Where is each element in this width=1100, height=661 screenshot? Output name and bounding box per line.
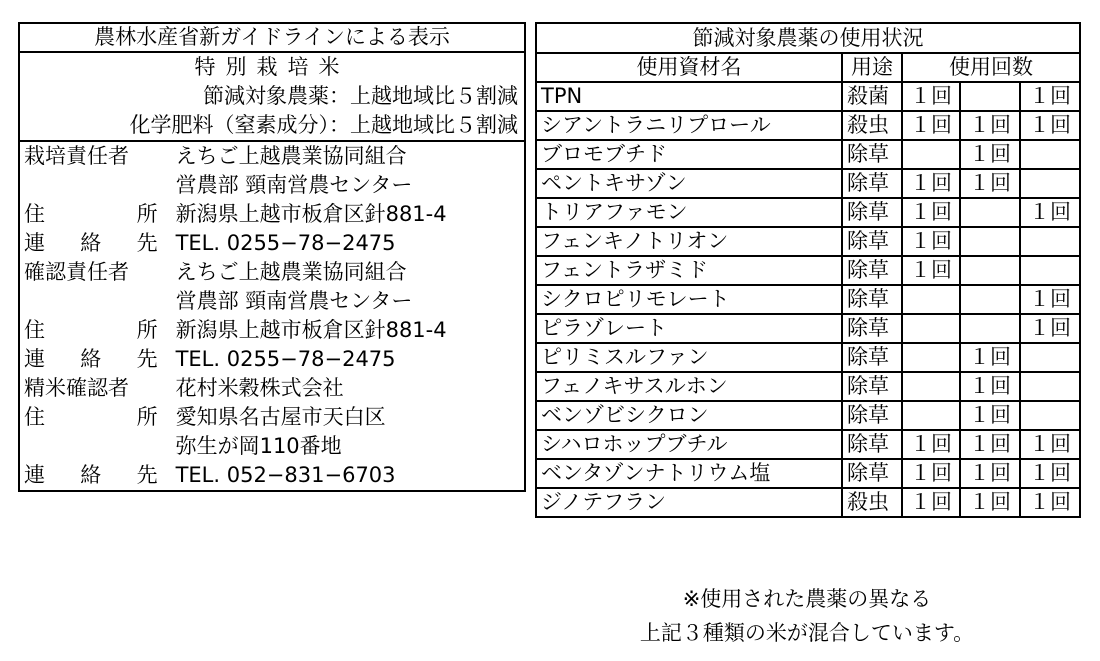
usage-count-3 [1020, 169, 1080, 198]
fertilizer-reduction-note: 化学肥料（窒素成分）：上越地域比５割減 [19, 111, 525, 141]
column-header-name: 使用資材名 [536, 53, 842, 82]
usage-count-2: １回 [960, 488, 1020, 517]
usage-count-1 [902, 140, 960, 169]
table-row [536, 401, 1080, 430]
table-row [536, 169, 1080, 198]
table-row [536, 459, 1080, 488]
table-row [536, 314, 1080, 343]
usage-count-2: １回 [960, 401, 1020, 430]
pesticide-table-title: 節減対象農薬の使用状況 [536, 23, 1080, 53]
usage-count-3 [1020, 140, 1080, 169]
pesticide-use: 除草 [842, 459, 902, 488]
usage-count-2: １回 [960, 343, 1020, 372]
grower-name-line1: えちご上越農業協同組合 [175, 144, 407, 168]
pesticide-use: 除草 [842, 372, 902, 401]
table-row [536, 430, 1080, 459]
confirm-contact-label: 連 絡 先 [24, 347, 158, 371]
usage-count-1 [902, 285, 960, 314]
table-row [536, 343, 1080, 372]
mixture-note-line1: ※使用された農薬の異なる [682, 587, 932, 611]
usage-count-1: １回 [902, 430, 960, 459]
confirm-address: 新潟県上越市板倉区針881-4 [175, 318, 447, 342]
usage-count-2 [960, 82, 1020, 111]
grower-name-line2: 営農部 頸南営農センター [175, 173, 413, 197]
usage-count-1: １回 [902, 227, 960, 256]
pesticide-use: 殺虫 [842, 111, 902, 140]
table-row [536, 488, 1080, 517]
pesticide-name: ジノテフラン [536, 488, 842, 517]
usage-count-3 [1020, 401, 1080, 430]
confirm-tel: TEL. 0255−78−2475 [175, 347, 396, 371]
pesticide-name: フェンキノトリオン [536, 227, 842, 256]
product-title: 特別栽培米 [194, 55, 350, 79]
pesticide-name: シクロピリモレート [536, 285, 842, 314]
pesticide-name: ベンタゾンナトリウム塩 [536, 459, 842, 488]
usage-count-2 [960, 314, 1020, 343]
pesticide-name: フェントラザミド [536, 256, 842, 285]
grower-address: 新潟県上越市板倉区針881-4 [175, 202, 447, 226]
pesticide-use: 除草 [842, 256, 902, 285]
pesticide-name: TPN [536, 82, 842, 111]
pesticide-name: ピリミスルファン [536, 343, 842, 372]
column-header-use: 用途 [842, 53, 902, 82]
grower-contact-label: 連 絡 先 [24, 231, 158, 255]
usage-count-2 [960, 227, 1020, 256]
pesticide-use: 除草 [842, 401, 902, 430]
pesticide-use: 除草 [842, 169, 902, 198]
usage-count-3: １回 [1020, 285, 1080, 314]
usage-count-3 [1020, 227, 1080, 256]
usage-count-1 [902, 401, 960, 430]
grower-label: 栽培責任者 [24, 144, 129, 168]
usage-count-2: １回 [960, 459, 1020, 488]
confirm-name-line2: 営農部 頸南営農センター [175, 289, 413, 313]
pesticide-use: 除草 [842, 314, 902, 343]
miller-contact-label: 連 絡 先 [24, 463, 158, 487]
miller-label: 精米確認者 [24, 376, 129, 400]
usage-count-1: １回 [902, 256, 960, 285]
usage-count-2 [960, 256, 1020, 285]
table-row [536, 198, 1080, 227]
table-row [536, 111, 1080, 140]
usage-count-3: １回 [1020, 314, 1080, 343]
usage-count-1: １回 [902, 488, 960, 517]
confirm-name-line1: えちご上越農業協同組合 [175, 260, 407, 284]
pesticide-name: フェノキサスルホン [536, 372, 842, 401]
usage-count-2 [960, 198, 1020, 227]
miller-address-line1: 愛知県名古屋市天白区 [175, 405, 386, 429]
miller-tel: TEL. 052−831−6703 [175, 463, 396, 487]
usage-count-3: １回 [1020, 82, 1080, 111]
usage-count-2: １回 [960, 111, 1020, 140]
usage-count-1: １回 [902, 169, 960, 198]
table-row [536, 372, 1080, 401]
pesticide-name: ピラゾレート [536, 314, 842, 343]
usage-count-3 [1020, 256, 1080, 285]
usage-count-1: １回 [902, 82, 960, 111]
column-header-count: 使用回数 [902, 53, 1080, 82]
table-row [536, 285, 1080, 314]
table-row [536, 82, 1080, 111]
usage-count-1: １回 [902, 111, 960, 140]
usage-count-2 [960, 285, 1020, 314]
usage-count-2: １回 [960, 372, 1020, 401]
usage-count-2: １回 [960, 169, 1020, 198]
usage-count-2: １回 [960, 140, 1020, 169]
usage-count-3: １回 [1020, 488, 1080, 517]
usage-count-1 [902, 372, 960, 401]
table-row [536, 140, 1080, 169]
usage-count-3: １回 [1020, 198, 1080, 227]
mixture-note-line2: 上記３種類の米が混合しています。 [639, 621, 975, 645]
miller-address-line2: 弥生が岡110番地 [175, 434, 342, 458]
pesticide-name: シアントラニリプロール [536, 111, 842, 140]
usage-count-3: １回 [1020, 459, 1080, 488]
table-row [536, 227, 1080, 256]
pesticide-use: 除草 [842, 430, 902, 459]
usage-count-1: １回 [902, 459, 960, 488]
pesticide-name: ブロモブチド [536, 140, 842, 169]
usage-count-1 [902, 314, 960, 343]
pesticide-usage-table [535, 22, 1081, 518]
miller-name: 花村米穀株式会社 [175, 376, 344, 400]
usage-count-1: １回 [902, 198, 960, 227]
pesticide-reduction-note: 節減対象農薬：上越地域比５割減 [203, 84, 518, 108]
table-row [536, 256, 1080, 285]
usage-count-3 [1020, 372, 1080, 401]
usage-count-1 [902, 343, 960, 372]
pesticide-name: シハロホップブチル [536, 430, 842, 459]
usage-count-3: １回 [1020, 430, 1080, 459]
pesticide-name: トリアファモン [536, 198, 842, 227]
pesticide-name: ペントキサゾン [536, 169, 842, 198]
label-info-table [18, 22, 526, 492]
guideline-header: 農林水産省新ガイドラインによる表示 [19, 23, 525, 52]
pesticide-use: 除草 [842, 198, 902, 227]
mixture-note [535, 582, 1079, 650]
pesticide-name: ベンゾビシクロン [536, 401, 842, 430]
pesticide-use: 除草 [842, 343, 902, 372]
usage-count-3 [1020, 343, 1080, 372]
pesticide-use: 殺虫 [842, 488, 902, 517]
usage-count-3: １回 [1020, 111, 1080, 140]
pesticide-use: 殺菌 [842, 82, 902, 111]
grower-tel: TEL. 0255−78−2475 [175, 231, 396, 255]
usage-count-2: １回 [960, 430, 1020, 459]
grower-address-label: 住 所 [24, 202, 158, 226]
pesticide-use: 除草 [842, 285, 902, 314]
pesticide-use: 除草 [842, 227, 902, 256]
pesticide-use: 除草 [842, 140, 902, 169]
confirm-label: 確認責任者 [24, 260, 129, 284]
miller-address-label: 住 所 [24, 405, 158, 429]
confirm-address-label: 住 所 [24, 318, 158, 342]
